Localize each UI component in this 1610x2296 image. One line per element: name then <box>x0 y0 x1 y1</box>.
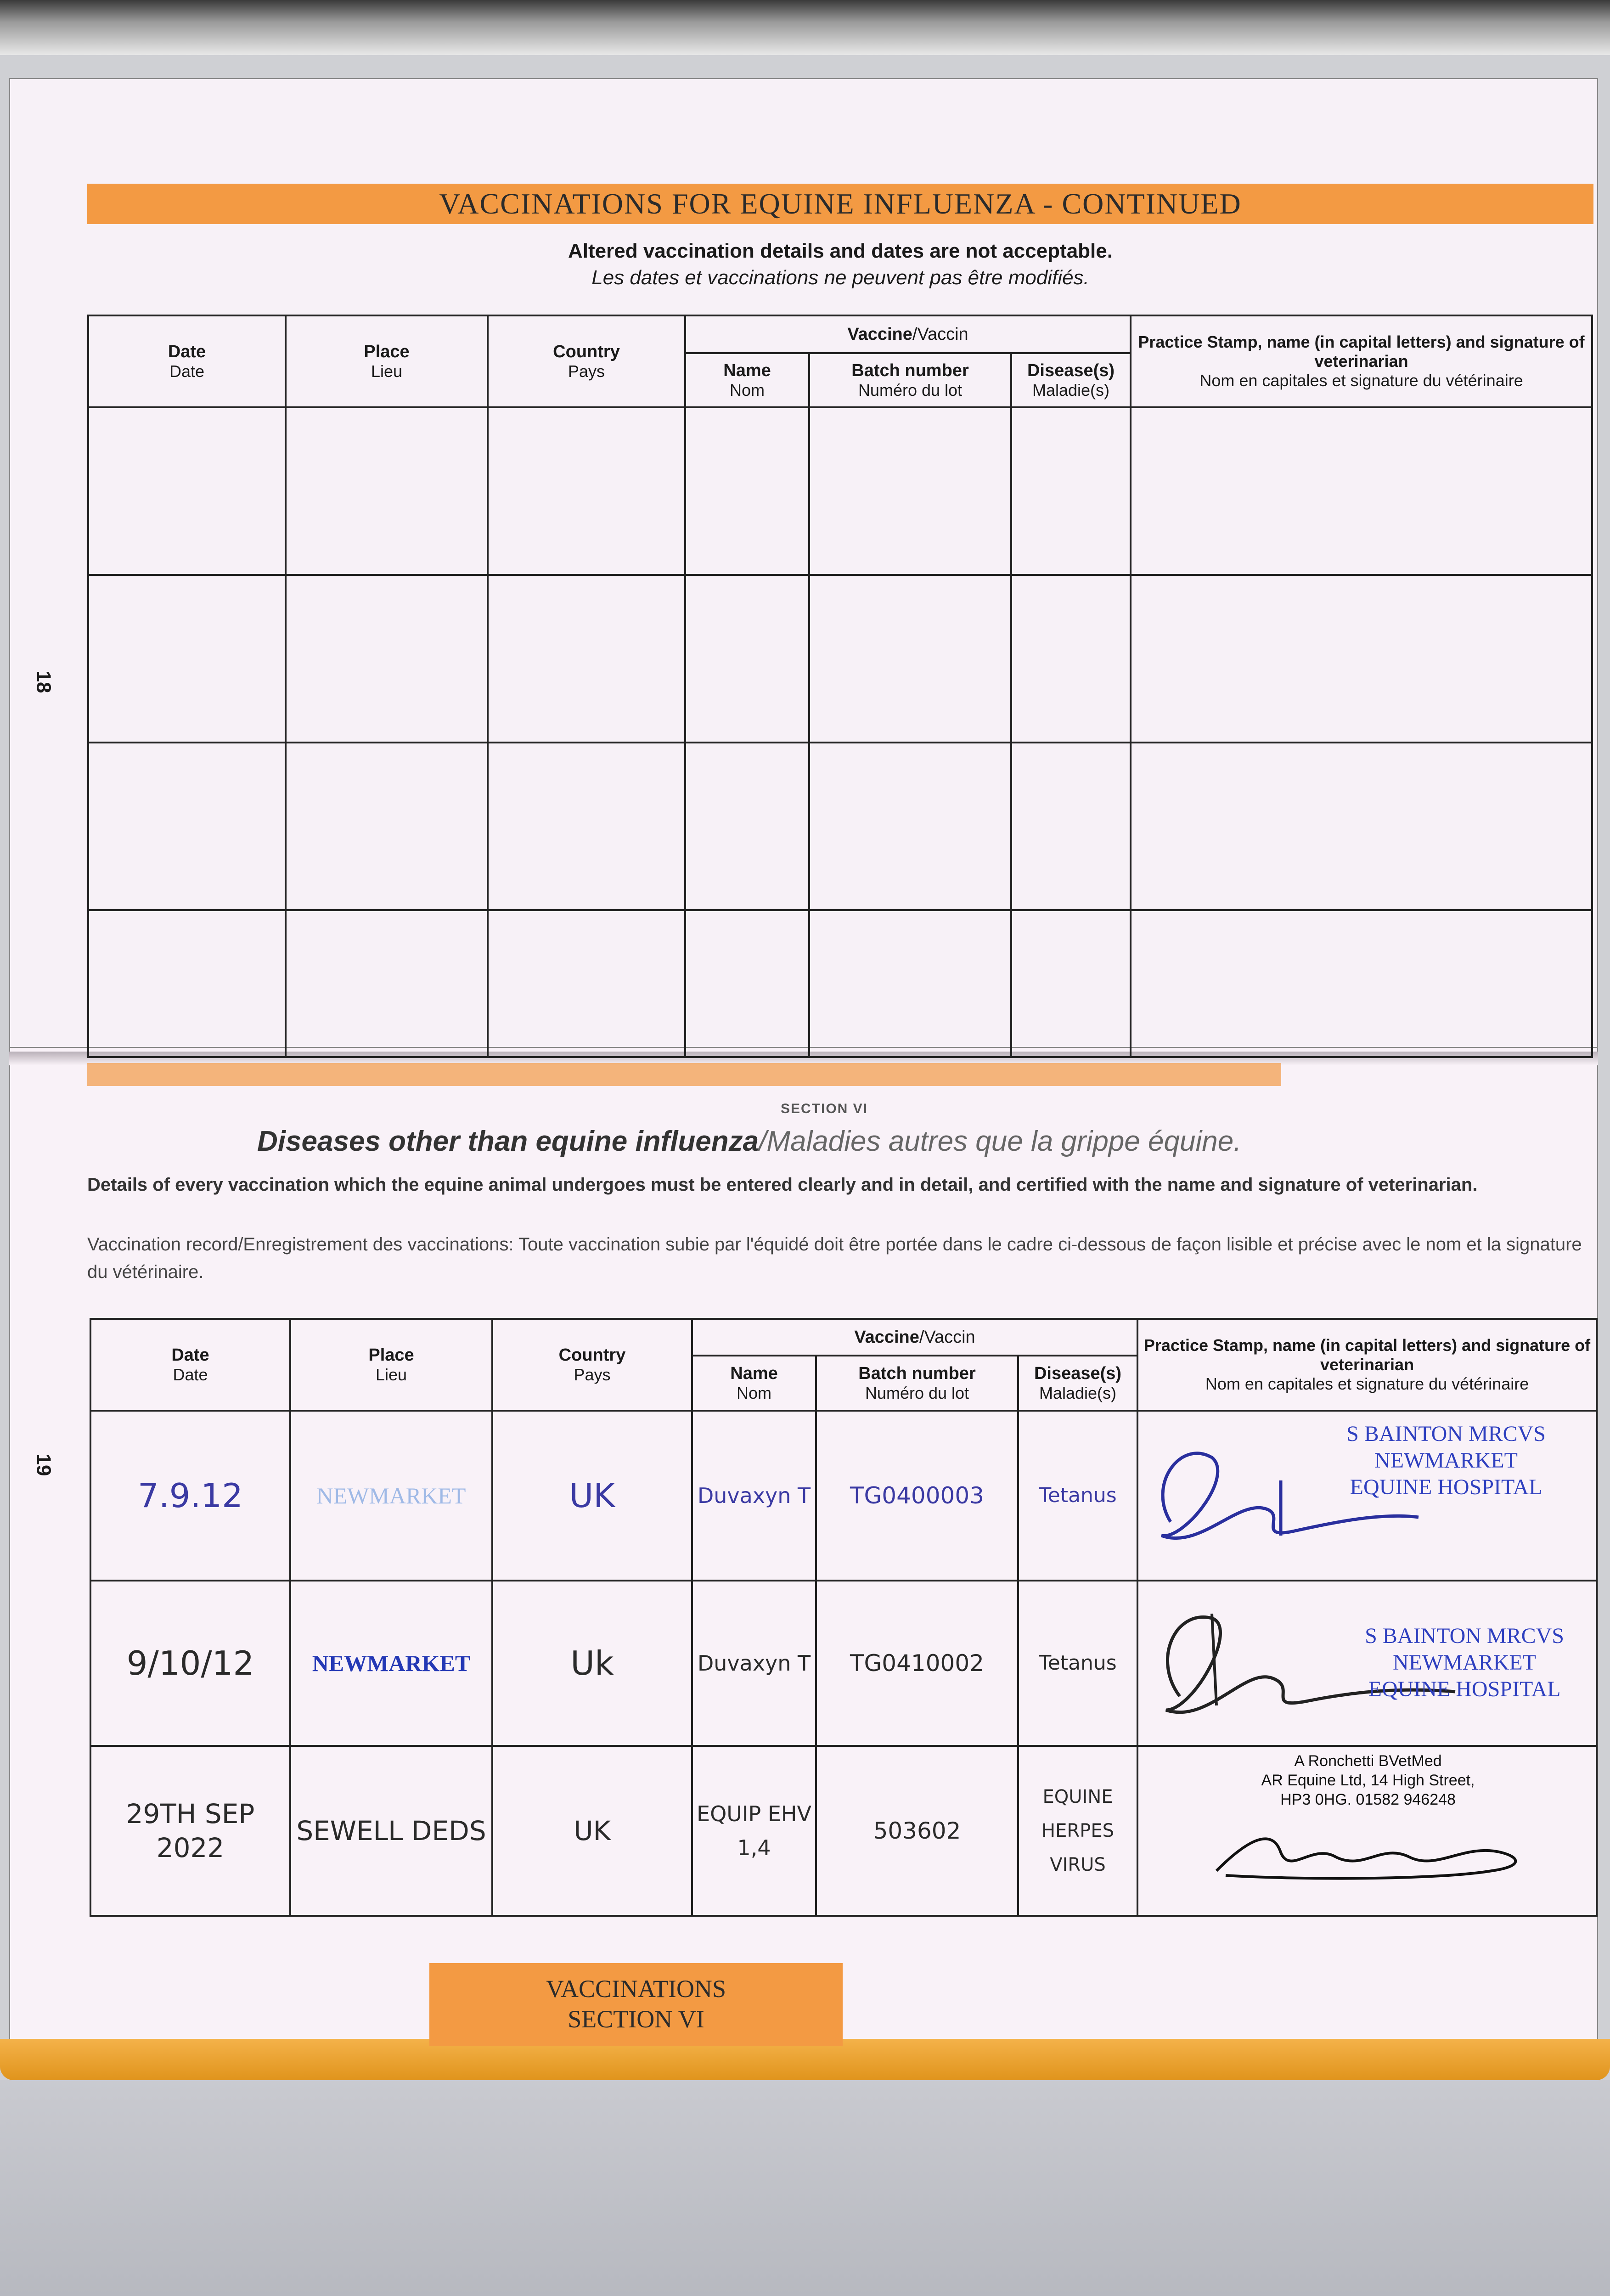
vet-stamp-cell <box>1137 1411 1597 1581</box>
header-batch-number: Batch number Numéro du lot <box>809 353 1011 407</box>
record-batch-number: TG0410002 <box>816 1581 1018 1746</box>
scanner-edge <box>0 0 1610 55</box>
record-vaccine-name: Duvaxyn T <box>692 1411 816 1581</box>
vet-stamp: S BAINTON MRCVS NEWMARKET EQUINE HOSPITAL <box>1346 1422 1546 1499</box>
table-row <box>88 743 1592 910</box>
header-vaccine-name: Name Nom <box>692 1356 816 1411</box>
header-country: Country Pays <box>492 1319 692 1411</box>
header-batch-number: Batch number Numéro du lot <box>816 1356 1018 1411</box>
record-country: UK <box>492 1411 692 1581</box>
header-date: Date Date <box>90 1319 290 1411</box>
header-vaccine: Vaccine/Vaccin <box>685 315 1131 353</box>
header-place: Place Lieu <box>286 315 488 407</box>
instructions-en: Details of every vaccination which the equine animal undergoes must be entered clearly and in detail, and certified with the name and signature of veterinarian. <box>87 1175 1478 1195</box>
banner-title: VACCINATIONS FOR EQUINE INFLUENZA - CONTINUED <box>439 187 1242 220</box>
header-diseases: Disease(s) Maladie(s) <box>1018 1356 1137 1411</box>
header-place: Place Lieu <box>290 1319 492 1411</box>
header-practice-stamp: Practice Stamp, name (in capital letters) and signature of veterinarian Nom en capitales et signature du vétérinaire <box>1131 315 1592 407</box>
record-batch-number: TG0400003 <box>816 1411 1018 1581</box>
record-country: UK <box>492 1746 692 1916</box>
vet-stamp-cell <box>1137 1581 1597 1746</box>
header-practice-stamp: Practice Stamp, name (in capital letters) and signature of veterinarian Nom en capitales et signature du vétérinaire <box>1137 1319 1597 1411</box>
scanner-background <box>0 2080 1610 2296</box>
notice-en: Altered vaccination details and dates are not acceptable. <box>568 240 1113 262</box>
bleed-through-banner <box>87 1063 1281 1086</box>
record-disease: Tetanus <box>1018 1581 1137 1746</box>
table-row <box>88 910 1592 1057</box>
table-row <box>90 1746 1597 1916</box>
page-number-19: 19 <box>32 1453 55 1476</box>
page-number-18: 18 <box>32 670 55 693</box>
record-date: 9/10/12 <box>90 1581 290 1746</box>
record-disease: Tetanus <box>1018 1411 1137 1581</box>
record-date: 29TH SEP 2022 <box>90 1746 290 1916</box>
record-date: 7.9.12 <box>90 1411 290 1581</box>
header-diseases: Disease(s) Maladie(s) <box>1011 353 1131 407</box>
vet-stamp: S BAINTON MRCVS NEWMARKET EQUINE HOSPITAL <box>1365 1624 1564 1701</box>
table-row <box>88 407 1592 575</box>
notice-fr: Les dates et vaccinations ne peuvent pas être modifiés. <box>591 266 1089 289</box>
header-vaccine-name: Name Nom <box>685 353 809 407</box>
header-date: Date Date <box>88 315 286 407</box>
record-place-stamp: NEWMARKET <box>316 1483 466 1508</box>
record-country: Uk <box>492 1581 692 1746</box>
record-vaccine-name: EQUIP EHV 1,4 <box>692 1746 816 1916</box>
header-country: Country Pays <box>488 315 685 407</box>
vet-stamp: A Ronchetti BVetMed AR Equine Ltd, 14 High Street, HP3 0HG. 01582 946248 <box>1261 1752 1475 1808</box>
record-disease: EQUINE HERPES VIRUS <box>1018 1746 1137 1916</box>
vet-signature <box>1207 1816 1529 1894</box>
section-title: Diseases other than equine influenza/Maladies autres que la grippe équine. <box>257 1125 1242 1157</box>
instructions-fr: Vaccination record/Enregistrement des vaccinations: Toute vaccination subie par l'équidé doit être portée dans le cadre ci-dessous de façon lisible et précise avec le nom et la signature du vétérinaire. <box>87 1234 1582 1282</box>
influenza-vaccination-table <box>87 315 1593 1058</box>
header-vaccine: Vaccine/Vaccin <box>692 1319 1137 1356</box>
table-row <box>90 1581 1597 1746</box>
record-place: SEWELL DEDS <box>290 1746 492 1916</box>
table-row <box>88 575 1592 743</box>
record-batch-number: 503602 <box>816 1746 1018 1916</box>
section-label: SECTION VI <box>781 1101 868 1116</box>
record-place-stamp: NEWMARKET <box>312 1650 471 1676</box>
table-row <box>90 1411 1597 1581</box>
vet-stamp-cell <box>1137 1746 1597 1916</box>
record-vaccine-name: Duvaxyn T <box>692 1581 816 1746</box>
footer-label: VACCINATIONS SECTION VI <box>546 1975 726 2033</box>
other-diseases-vaccination-table <box>90 1318 1598 1917</box>
